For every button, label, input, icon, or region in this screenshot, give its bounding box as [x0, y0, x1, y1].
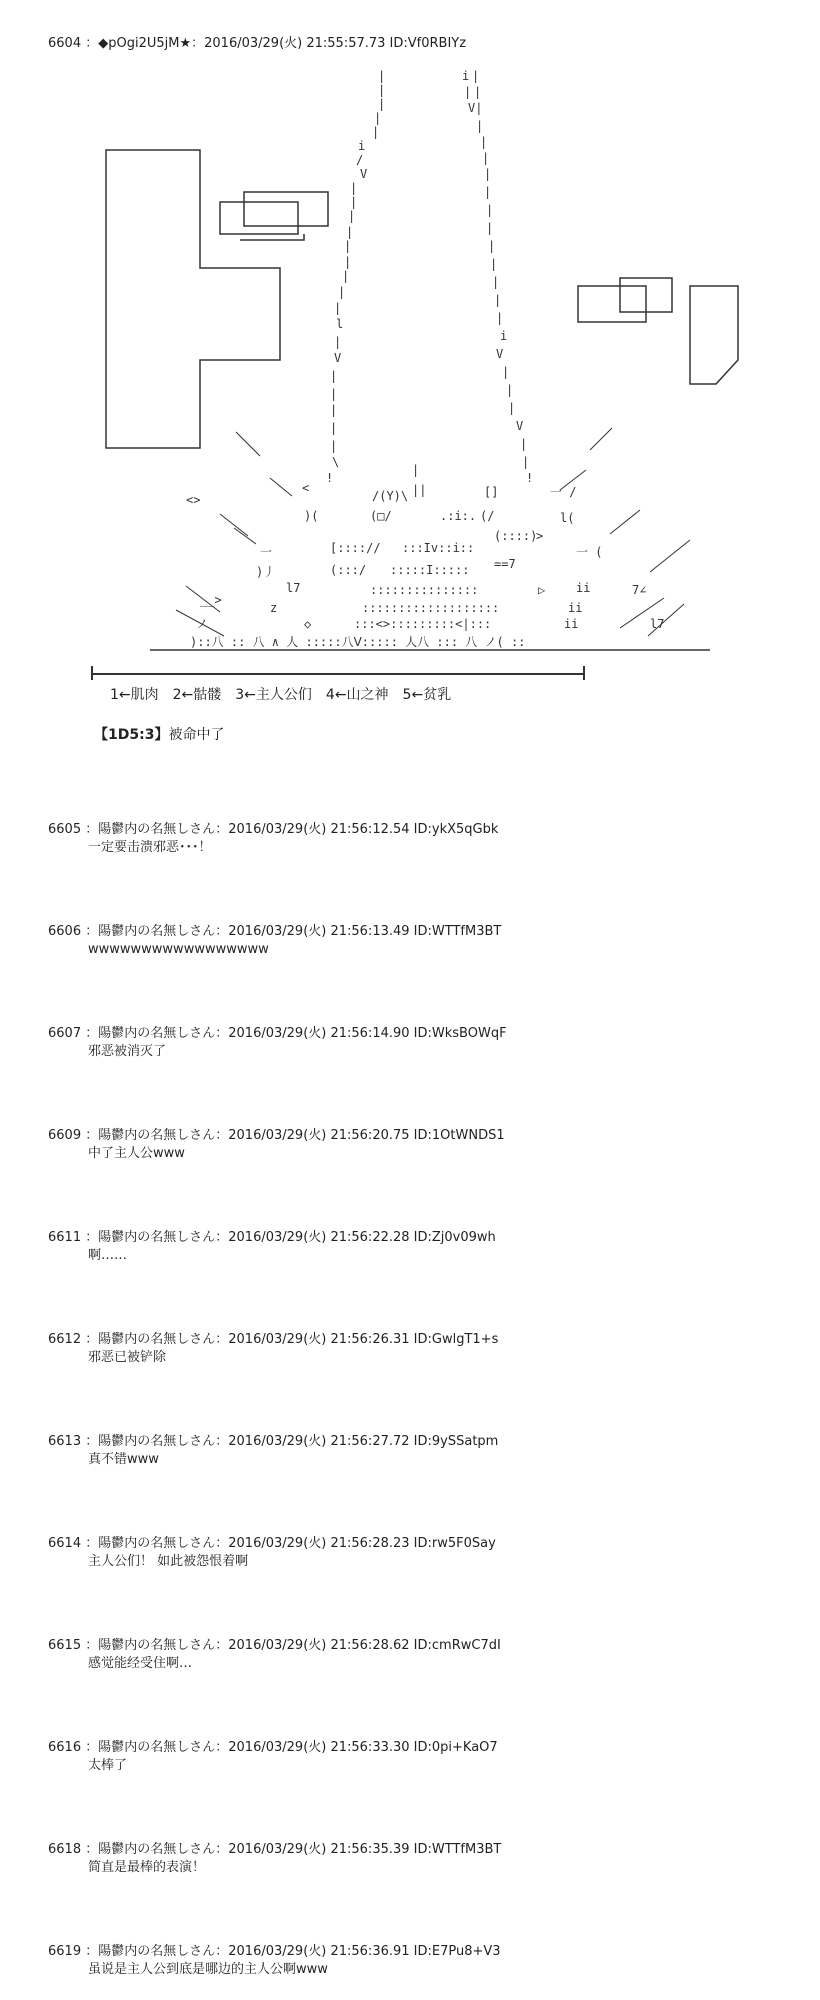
post-body: 啊…… — [88, 1248, 128, 1263]
post-number: 6613 — [48, 1434, 82, 1449]
post-header: 6604 ：◆pOgi2U5jM★：2016/03/29(火) 21:55:57.73 ID:Vf0RBIYz — [48, 36, 467, 51]
post-header: 6611 ：陽鬱内の名無しさん：2016/03/29(火) 21:56:22.28 ID:Zj0v09wh — [48, 1230, 496, 1245]
post-body: 感觉能经受住啊… — [88, 1656, 193, 1671]
svg-text:i: i — [358, 139, 366, 153]
svg-text:|: | — [330, 439, 338, 453]
svg-text::::::::::::::::::::: ::::::::::::::::::: — [362, 601, 500, 615]
post-number: 6606 — [48, 924, 82, 939]
svg-text:|: | — [338, 285, 346, 299]
svg-text:[:::://: [::::// — [330, 541, 381, 555]
svg-text:(::::): (::::) — [494, 529, 538, 543]
svg-text:==7: ==7 — [494, 557, 516, 571]
post-header: 6616 ：陽鬱内の名無しさん：2016/03/29(火) 21:56:33.30 ID:0pi+KaO7 — [48, 1740, 498, 1755]
poster-id: ID:9ySSatpm — [413, 1434, 499, 1449]
svg-text:ノ: ノ — [196, 617, 209, 631]
post-header: 6619 ：陽鬱内の名無しさん：2016/03/29(火) 21:56:36.91 ID:E7Pu8+V3 — [48, 1944, 501, 1959]
svg-text:l(: l( — [560, 511, 575, 525]
svg-text:|: | — [474, 85, 482, 99]
svg-text::::::::::::::::: ::::::::::::::: — [370, 583, 479, 597]
post-date: 2016/03/29(火) 21:56:28.23 — [228, 1536, 410, 1551]
svg-text:|: | — [346, 225, 354, 239]
post-number: 6607 — [48, 1026, 82, 1041]
svg-text:◇: ◇ — [304, 617, 312, 631]
svg-text:||: || — [412, 483, 427, 497]
svg-text:|: | — [334, 335, 342, 349]
building-left-outline — [106, 150, 280, 448]
post-date: 2016/03/29(火) 21:56:22.28 — [228, 1230, 410, 1245]
svg-text:)::八 :: 八 ∧ 人 :::::八Ⅴ::::: 人八: )::八 :: 八 ∧ 人 :::::八Ⅴ::::: 人八 ::: 八 ノ( :: — [190, 635, 526, 649]
post-date: 2016/03/29(火) 21:56:20.75 — [228, 1128, 410, 1143]
svg-text:|: | — [330, 421, 338, 435]
svg-text::::<>:::::::::<|:::: :::<>:::::::::<|::: — [354, 617, 492, 631]
poster-id: ID:1OtWNDS1 — [413, 1128, 505, 1143]
poster-name: 陽鬱内の名無しさん — [98, 1128, 216, 1143]
svg-text:ii: ii — [576, 581, 591, 595]
svg-text:l7: l7 — [650, 617, 665, 631]
post-header: 6618 ：陽鬱内の名無しさん：2016/03/29(火) 21:56:35.39 ID:WTTfM3BT — [48, 1842, 502, 1857]
post-date: 2016/03/29(火) 21:55:57.73 — [204, 36, 386, 51]
svg-text:|: | — [348, 209, 356, 223]
dice-tag: 【1D5:3】 — [94, 727, 169, 743]
post-header: 6609 ：陽鬱内の名無しさん：2016/03/29(火) 21:56:20.75 ID:1OtWNDS1 — [48, 1128, 505, 1143]
post-header: 6615 ：陽鬱内の名無しさん：2016/03/29(火) 21:56:28.62 ID:cmRwC7dI — [48, 1638, 501, 1653]
svg-text:|: | — [350, 195, 358, 209]
poster-id: ID:0pi+KaO7 — [413, 1740, 498, 1755]
svg-text:|: | — [350, 181, 358, 195]
diamond-mark: <> — [186, 493, 201, 507]
svg-text:|: | — [334, 301, 342, 315]
poster-id: ID:rw5F0Say — [413, 1536, 496, 1551]
svg-text:\: \ — [332, 455, 340, 469]
post-number: 6609 — [48, 1128, 82, 1143]
ascii-art — [0, 0, 820, 680]
svg-text:__>: __> — [200, 593, 222, 607]
post-body: 简直是最棒的表演！ — [88, 1860, 206, 1875]
post-body: 一定要击溃邪恶･･･！ — [88, 840, 212, 855]
svg-text:/(Y)\: /(Y)\ — [372, 489, 409, 503]
dice-result — [94, 724, 224, 744]
poster-name: 陽鬱内の名無しさん — [98, 1434, 216, 1449]
post-date: 2016/03/29(火) 21:56:33.30 — [228, 1740, 410, 1755]
floating-box-right — [578, 286, 646, 322]
svg-text:|: | — [344, 255, 352, 269]
post-number: 6618 — [48, 1842, 82, 1857]
post-date: 2016/03/29(火) 21:56:35.39 — [228, 1842, 410, 1857]
svg-text:|: | — [378, 83, 386, 97]
poster-id: ID:ykX5qGbk — [413, 822, 499, 837]
option-list: 1←肌肉 2←骷髅 3←主人公们 4←山之神 5←贫乳 — [110, 687, 452, 703]
svg-text:i: i — [462, 69, 470, 83]
svg-text:V: V — [516, 419, 524, 433]
poster-id: ID:cmRwC7dI — [413, 1638, 501, 1653]
svg-text:|: | — [496, 311, 504, 325]
svg-text:(/: (/ — [480, 509, 495, 523]
poster-id: ID:WksBOWqF — [413, 1026, 507, 1041]
post-body: 邪恶已被铲除 — [88, 1350, 167, 1365]
svg-text:|: | — [486, 203, 494, 217]
svg-text:!: ! — [326, 471, 334, 485]
svg-text:l7: l7 — [286, 581, 301, 595]
post-header: 6613 ：陽鬱内の名無しさん：2016/03/29(火) 21:56:27.72 ID:9ySSatpm — [48, 1434, 499, 1449]
post-number: 6604 — [48, 36, 82, 51]
svg-text:一 (: 一 ( — [576, 545, 603, 559]
dice-text: 被命中了 — [168, 727, 225, 743]
svg-text:(□/: (□/ — [370, 509, 392, 523]
svg-text:|: | — [522, 455, 530, 469]
svg-text:|: | — [494, 293, 502, 307]
svg-text:|: | — [330, 369, 338, 383]
svg-text:l: l — [336, 317, 344, 331]
post-date: 2016/03/29(火) 21:56:26.31 — [228, 1332, 410, 1347]
svg-text:ii: ii — [564, 617, 579, 631]
svg-text:|: | — [482, 151, 490, 165]
post-date: 2016/03/29(火) 21:56:28.62 — [228, 1638, 410, 1653]
svg-text:|: | — [486, 221, 494, 235]
svg-text:|: | — [472, 69, 480, 83]
svg-text:|: | — [342, 269, 350, 283]
post-body: 中了主人公www — [88, 1146, 185, 1161]
post-header: 6614 ：陽鬱内の名無しさん：2016/03/29(火) 21:56:28.23 ID:rw5F0Say — [48, 1536, 496, 1551]
poster-id: ID:Zj0v09wh — [413, 1230, 496, 1245]
svg-text:z: z — [270, 601, 278, 615]
post-date: 2016/03/29(火) 21:56:12.54 — [228, 822, 410, 837]
post-header: 6605 ：陽鬱内の名無しさん：2016/03/29(火) 21:56:12.54 ID:ykX5qGbk — [48, 822, 499, 837]
svg-text:一 /: 一 / — [550, 485, 577, 499]
svg-text:V: V — [496, 347, 504, 361]
poster-name: 陽鬱内の名無しさん — [98, 1026, 216, 1041]
svg-text:|: | — [520, 437, 528, 451]
svg-text:一: 一 — [260, 545, 273, 559]
post-body: 虽说是主人公到底是哪边的主人公啊www — [88, 1962, 328, 1977]
svg-text:|: | — [484, 185, 492, 199]
post-body: 真不错www — [88, 1452, 159, 1467]
poster-name: 陽鬱内の名無しさん — [98, 1536, 216, 1551]
svg-text:V: V — [334, 351, 342, 365]
svg-text:|: | — [378, 97, 386, 111]
svg-text:|: | — [480, 135, 488, 149]
poster-id: ID:WTTfM3BT — [413, 1842, 502, 1857]
svg-text:ii: ii — [568, 601, 583, 615]
svg-text::::Iv::i::: :::Iv::i:: — [402, 541, 475, 555]
post-body: 主人公们！ 如此被怨恨着啊 — [88, 1554, 249, 1569]
poster-name: 陽鬱内の名無しさん — [98, 1842, 216, 1857]
svg-text:V|: V| — [468, 101, 483, 115]
svg-text:|: | — [492, 275, 500, 289]
post-number: 6614 — [48, 1536, 82, 1551]
svg-text:|: | — [372, 125, 380, 139]
post-header: 6606 ：陽鬱内の名無しさん：2016/03/29(火) 21:56:13.49 ID:WTTfM3BT — [48, 924, 502, 939]
poster-name: ◆pOgi2U5jM★ — [98, 36, 192, 51]
svg-text:|: | — [344, 239, 352, 253]
svg-text:)(: )( — [304, 509, 319, 523]
post-number: 6615 — [48, 1638, 82, 1653]
post-number: 6619 — [48, 1944, 82, 1959]
svg-text:!: ! — [526, 471, 534, 485]
post-number: 6616 — [48, 1740, 82, 1755]
post-date: 2016/03/29(火) 21:56:13.49 — [228, 924, 410, 939]
building-right-outline — [690, 286, 738, 384]
poster-name: 陽鬱内の名無しさん — [98, 1740, 216, 1755]
svg-text:|: | — [374, 111, 382, 125]
svg-text:<: < — [302, 481, 310, 495]
svg-text:|: | — [464, 85, 472, 99]
svg-text:.:i:.: .:i:. — [440, 509, 477, 523]
post-body: wwwwwwwwwwwwwwwww — [88, 942, 269, 957]
svg-text:|: | — [330, 403, 338, 417]
svg-text:|: | — [330, 387, 338, 401]
poster-id: ID:GwlgT1+s — [413, 1332, 499, 1347]
svg-text:(:::/: (:::/ — [330, 563, 367, 577]
poster-name: 陽鬱内の名無しさん — [98, 1944, 216, 1959]
poster-name: 陽鬱内の名無しさん — [98, 1638, 216, 1653]
poster-name: 陽鬱内の名無しさん — [98, 924, 216, 939]
post-header: 6607 ：陽鬱内の名無しさん：2016/03/29(火) 21:56:14.90 ID:WksBOWqF — [48, 1026, 507, 1041]
svg-text:|: | — [476, 119, 484, 133]
svg-text:|: | — [502, 365, 510, 379]
svg-text:/: / — [356, 153, 364, 167]
svg-text:V: V — [360, 167, 368, 181]
post-body: 太棒了 — [88, 1758, 128, 1773]
svg-text:|: | — [490, 257, 498, 271]
poster-id: ID:WTTfM3BT — [413, 924, 502, 939]
post-number: 6611 — [48, 1230, 82, 1245]
poster-name: 陽鬱内の名無しさん — [98, 822, 216, 837]
svg-text::::::I:::::: :::::I::::: — [390, 563, 470, 577]
svg-text:▷: ▷ — [538, 583, 546, 597]
svg-text:>: > — [536, 529, 544, 543]
post-body: 邪恶被消灭了 — [88, 1044, 167, 1059]
svg-text:|: | — [412, 463, 420, 477]
post-header: 6612 ：陽鬱内の名無しさん：2016/03/29(火) 21:56:26.31 ID:GwlgT1+s — [48, 1332, 499, 1347]
svg-text:|: | — [488, 239, 496, 253]
poster-name: 陽鬱内の名無しさん — [98, 1332, 216, 1347]
floating-box — [220, 202, 298, 234]
post-number: 6612 — [48, 1332, 82, 1347]
svg-text:[]: [] — [484, 485, 499, 499]
svg-text:|: | — [508, 401, 516, 415]
svg-text:|: | — [378, 69, 386, 83]
poster-id: ID:E7Pu8+V3 — [413, 1944, 501, 1959]
svg-text:|: | — [506, 383, 514, 397]
poster-id: ID:Vf0RBIYz — [389, 36, 467, 51]
svg-text:7∠: 7∠ — [632, 583, 647, 597]
post-date: 2016/03/29(火) 21:56:36.91 — [228, 1944, 410, 1959]
post-date: 2016/03/29(火) 21:56:27.72 — [228, 1434, 410, 1449]
post-date: 2016/03/29(火) 21:56:14.90 — [228, 1026, 410, 1041]
svg-text:)丿: )丿 — [256, 565, 276, 579]
poster-name: 陽鬱内の名無しさん — [98, 1230, 216, 1245]
svg-text:|: | — [484, 167, 492, 181]
post-number: 6605 — [48, 822, 82, 837]
svg-text:i: i — [500, 329, 508, 343]
